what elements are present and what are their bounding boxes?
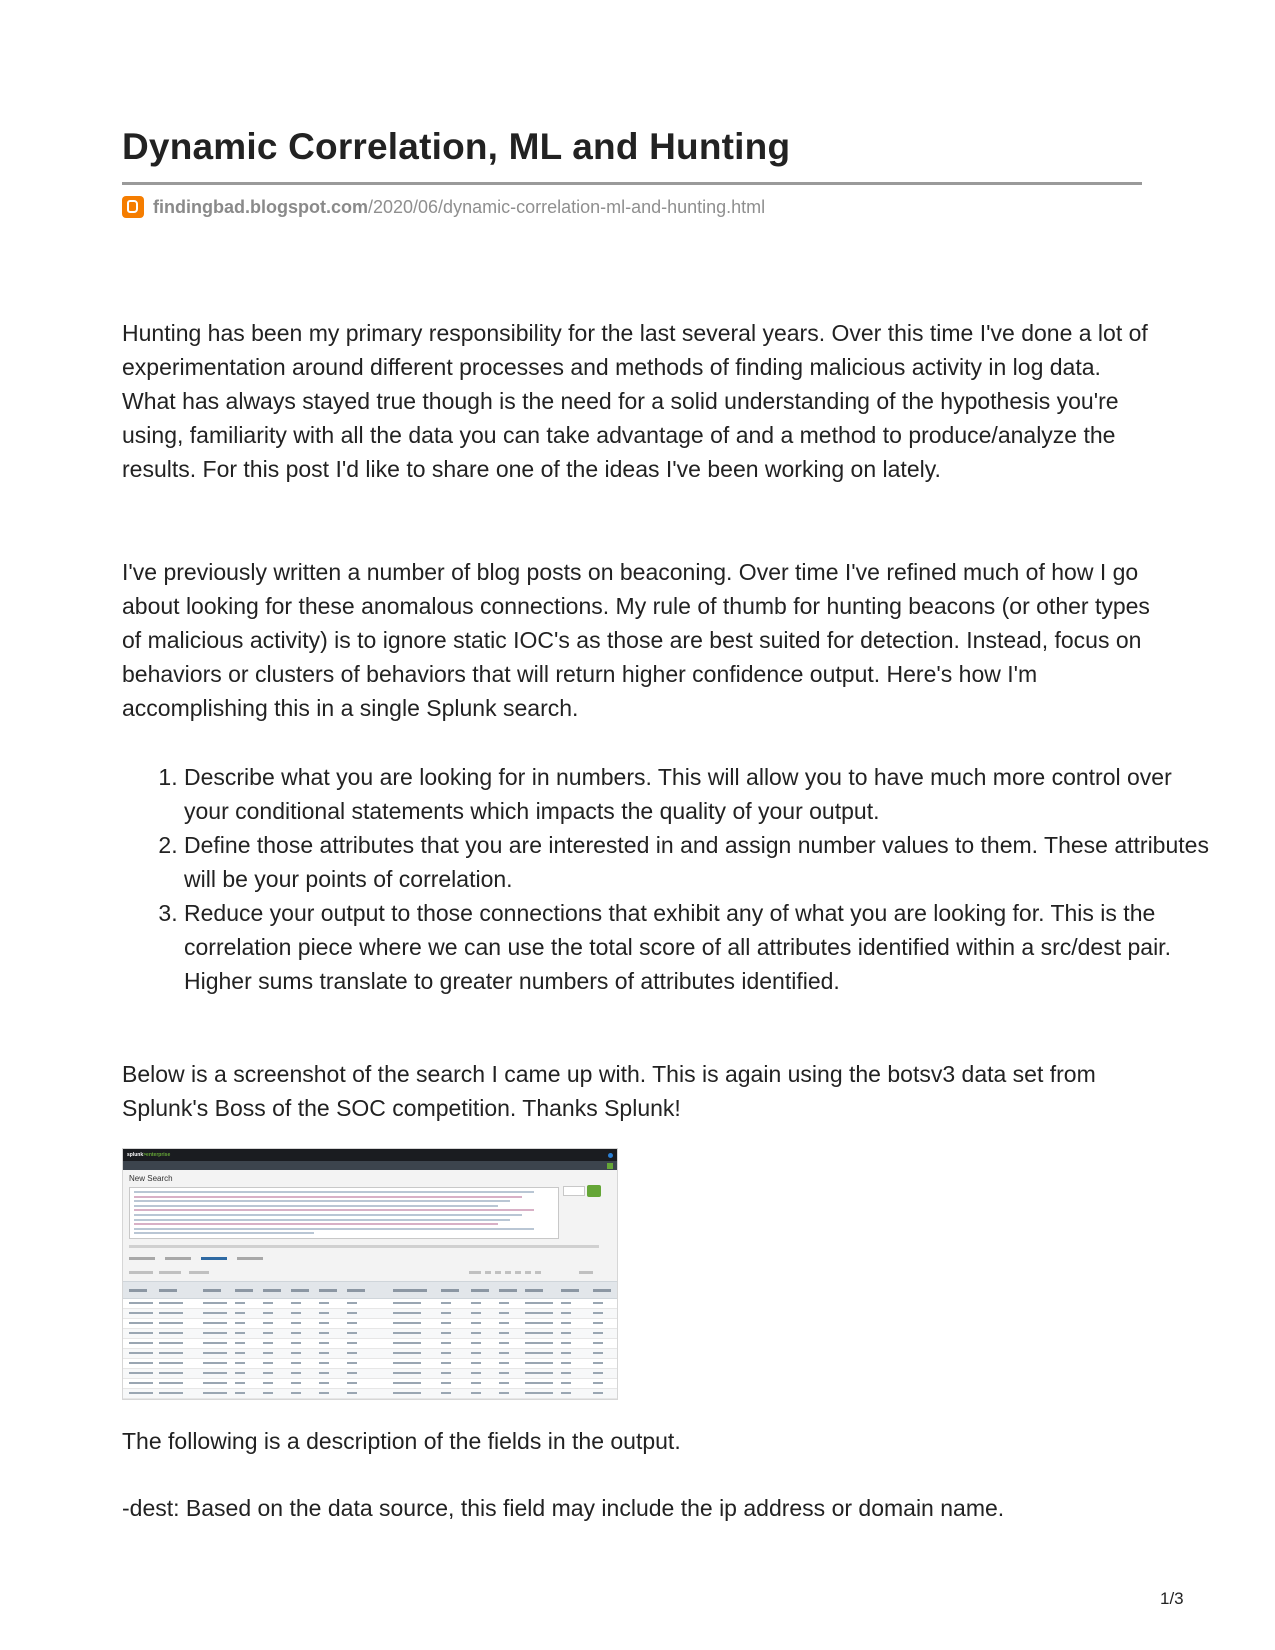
screenshot-tabs (129, 1257, 263, 1260)
paragraph-intro: Hunting has been my primary responsibility for the last several years. Over this time I've done a lot of experimentation around different processes and methods of finding malicious activity in log data. What has always stayed true though is the need for a solid understanding of the hypothesis you're using, familiarity with all the data you can take advantage of and a method to produce/analyze the results. For this post I'd like to share one of the ideas I've been working on lately. (122, 320, 1148, 482)
source-link[interactable] (122, 195, 765, 219)
screenshot-table-row (123, 1369, 618, 1379)
screenshot-table-row (123, 1399, 618, 1400)
paragraph-screenshot-intro: Below is a screenshot of the search I came up with. This is again using the botsv3 data set from Splunk's Boss of the SOC competition. Thanks Splunk! (122, 1061, 1096, 1121)
page-number: 1/3 (1160, 1589, 1184, 1608)
search-query-line (134, 1209, 534, 1211)
screenshot-table-row (123, 1389, 618, 1399)
title-divider (122, 182, 1142, 185)
screenshot-status-line (129, 1245, 599, 1248)
screenshot-table-row (123, 1329, 618, 1339)
screenshot-results-table (123, 1281, 618, 1400)
list-item: 3. Reduce your output to those connections that exhibit any of what you are looking for. This is the correlation piece where we can use the total score of all attributes identified within a src/dest pair. Higher sums translate to greater numbers of attributes identified. (184, 896, 1214, 998)
search-query-line (134, 1205, 498, 1207)
screenshot-search-button (587, 1185, 601, 1197)
screenshot-search-box (129, 1187, 559, 1239)
screenshot-time-picker (563, 1186, 585, 1196)
search-query-line (134, 1214, 522, 1216)
screenshot-tab (129, 1257, 155, 1260)
search-query-line (134, 1196, 522, 1198)
screenshot-tab (165, 1257, 191, 1260)
list-item: 1. Describe what you are looking for in numbers. This will allow you to have much more control over your conditional statements which impacts the quality of your output. (184, 760, 1214, 828)
search-query-line (134, 1232, 314, 1234)
paragraph-beaconing: I've previously written a number of blog posts on beaconing. Over time I've refined much of how I go about looking for these anomalous connections. My rule of thumb for hunting beacons (or other types of malicious activity) is to ignore static IOC's as those are best suited for detection. Instead, focus on behaviors or clusters of behaviors that will return higher confidence output. Here's how I'm accomplishing this in a single Splunk search. (122, 559, 1150, 721)
screenshot-page-title: New Search (129, 1174, 173, 1183)
paragraph-dest-field: -dest: Based on the data source, this field may include the ip address or domain name. (122, 1495, 1005, 1521)
search-query-line (134, 1191, 534, 1193)
screenshot-table-row (123, 1359, 618, 1369)
source-path: /2020/06/dynamic-correlation-ml-and-hunting.html (367, 196, 766, 217)
search-query-line (134, 1219, 510, 1221)
blogger-icon (122, 196, 144, 218)
screenshot-table-row (123, 1299, 618, 1309)
steps-list (122, 760, 1214, 998)
screenshot-table-row (123, 1339, 618, 1349)
screenshot-table-row (123, 1319, 618, 1329)
screenshot-topbar (123, 1149, 617, 1161)
screenshot-tab (201, 1257, 227, 1260)
list-item: 2. Define those attributes that you are interested in and assign number values to them. These attributes will be your points of correlation. (184, 828, 1214, 896)
article-title: Dynamic Correlation, ML and Hunting (122, 126, 791, 167)
source-domain: findingbad.blogspot.com (153, 196, 368, 217)
paragraph-fields-intro: The following is a description of the fields in the output. (122, 1428, 681, 1454)
app-icon (607, 1163, 613, 1169)
splunk-screenshot (122, 1148, 618, 1400)
screenshot-options (129, 1271, 599, 1274)
screenshot-table-row (123, 1379, 618, 1389)
screenshot-logo: splunk>enterprise (127, 1152, 171, 1158)
search-query-line (134, 1228, 534, 1230)
screenshot-table-row (123, 1309, 618, 1319)
screenshot-navbar (123, 1161, 617, 1170)
screenshot-table-row (123, 1349, 618, 1359)
screenshot-table-header (123, 1281, 618, 1299)
user-status-icon (608, 1153, 613, 1158)
search-query-line (134, 1223, 498, 1225)
screenshot-tab (237, 1257, 263, 1260)
search-query-line (134, 1200, 510, 1202)
